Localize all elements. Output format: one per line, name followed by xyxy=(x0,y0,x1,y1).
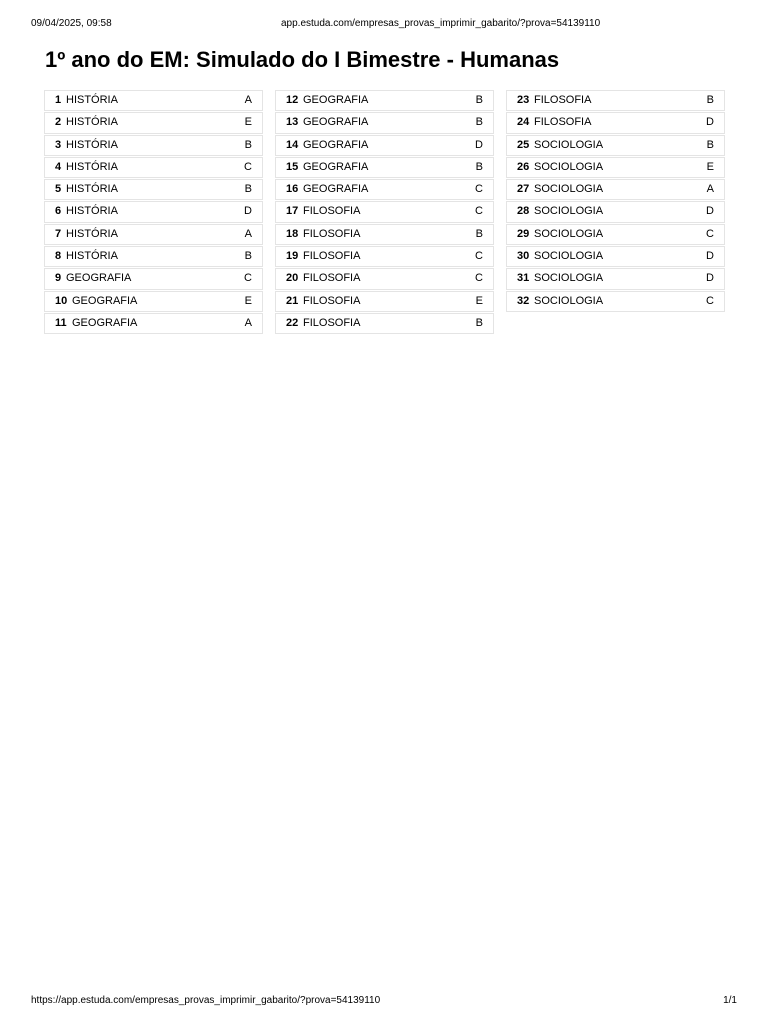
answer-row xyxy=(275,224,494,245)
question-number: 29 xyxy=(517,227,530,240)
question-number: 18 xyxy=(286,227,299,240)
answer-row xyxy=(506,157,725,178)
question-number: 21 xyxy=(286,294,299,307)
question-number: 9 xyxy=(55,272,62,285)
answer-row xyxy=(506,201,725,222)
question-number: 13 xyxy=(286,116,299,129)
question-number: 2 xyxy=(55,116,62,129)
question-subject: HISTÓRIA xyxy=(66,227,118,240)
question-subject: HISTÓRIA xyxy=(66,160,118,173)
question-number: 4 xyxy=(55,160,62,173)
answer-letter: D xyxy=(706,116,714,129)
print-footer xyxy=(31,995,737,1007)
answer-row xyxy=(275,157,494,178)
question-number: 25 xyxy=(517,138,530,151)
answer-letter: C xyxy=(475,205,483,218)
question-subject: SOCIOLOGIA xyxy=(534,205,604,218)
answer-row xyxy=(44,201,263,222)
answer-row xyxy=(506,112,725,133)
print-footer-url: https://app.estuda.com/empresas_provas_imprimir_gabarito/?prova=54139110 xyxy=(31,995,381,1006)
answer-letter: A xyxy=(706,183,714,196)
question-number: 30 xyxy=(517,250,530,263)
question-number: 10 xyxy=(55,294,68,307)
answer-row xyxy=(506,135,725,156)
answer-letter: B xyxy=(706,94,714,106)
answer-row xyxy=(44,313,263,334)
page-title: 1º ano do EM: Simulado do I Bimestre - Humanas xyxy=(45,47,560,72)
question-subject: FILOSOFIA xyxy=(303,316,361,329)
question-number: 26 xyxy=(517,160,530,173)
answer-letter: E xyxy=(244,116,252,129)
answer-letter: C xyxy=(244,272,252,285)
question-subject: SOCIOLOGIA xyxy=(534,160,604,173)
question-subject: HISTÓRIA xyxy=(66,94,118,106)
answer-letter: D xyxy=(706,250,714,263)
question-subject: FILOSOFIA xyxy=(303,250,361,263)
answer-row xyxy=(275,268,494,289)
question-subject: HISTÓRIA xyxy=(66,205,118,218)
question-subject: HISTÓRIA xyxy=(66,138,118,151)
question-subject: GEOGRAFIA xyxy=(72,294,138,307)
answer-row xyxy=(44,268,263,289)
print-header-url: app.estuda.com/empresas_provas_imprimir_gabarito/?prova=54139110 xyxy=(281,18,601,29)
answer-letter: E xyxy=(244,294,252,307)
answer-row xyxy=(275,246,494,267)
answer-letter: B xyxy=(244,138,252,151)
question-subject: HISTÓRIA xyxy=(66,183,118,196)
question-number: 16 xyxy=(286,183,299,196)
question-number: 27 xyxy=(517,183,530,196)
question-number: 1 xyxy=(55,94,62,106)
answer-row xyxy=(506,268,725,289)
answer-column-1 xyxy=(44,90,263,335)
answer-row xyxy=(506,179,725,200)
answer-row xyxy=(275,135,494,156)
question-subject: FILOSOFIA xyxy=(303,272,361,285)
question-number: 12 xyxy=(286,94,299,106)
question-number: 8 xyxy=(55,250,62,263)
question-subject: FILOSOFIA xyxy=(303,227,361,240)
answer-letter: E xyxy=(475,294,483,307)
question-number: 17 xyxy=(286,205,299,218)
answer-letter: B xyxy=(244,250,252,263)
question-number: 15 xyxy=(286,160,299,173)
answer-row xyxy=(44,90,263,111)
answer-column-3 xyxy=(506,90,725,313)
question-subject: SOCIOLOGIA xyxy=(534,294,604,307)
question-subject: GEOGRAFIA xyxy=(303,160,369,173)
question-number: 3 xyxy=(55,138,62,151)
print-datetime: 09/04/2025, 09:58 xyxy=(31,18,112,29)
question-subject: GEOGRAFIA xyxy=(66,272,132,285)
question-number: 23 xyxy=(517,94,530,106)
answer-letter: D xyxy=(244,205,252,218)
question-subject: GEOGRAFIA xyxy=(303,138,369,151)
answer-letter: B xyxy=(244,183,252,196)
answer-letter: A xyxy=(244,227,252,240)
answer-row xyxy=(506,90,725,111)
question-subject: SOCIOLOGIA xyxy=(534,138,604,151)
answer-row xyxy=(44,246,263,267)
answer-letter: A xyxy=(244,94,252,106)
answer-row xyxy=(275,201,494,222)
answer-letter: C xyxy=(475,183,483,196)
question-subject: FILOSOFIA xyxy=(534,94,592,106)
answer-row xyxy=(275,291,494,312)
question-number: 14 xyxy=(286,138,299,151)
question-subject: SOCIOLOGIA xyxy=(534,272,604,285)
answer-row xyxy=(275,112,494,133)
question-number: 32 xyxy=(517,294,530,307)
question-number: 7 xyxy=(55,227,62,240)
answer-letter: D xyxy=(475,138,483,151)
answer-letter: C xyxy=(475,250,483,263)
answer-row xyxy=(44,224,263,245)
question-subject: GEOGRAFIA xyxy=(72,316,138,329)
answer-letter: E xyxy=(706,160,714,173)
question-subject: HISTÓRIA xyxy=(66,116,118,129)
question-subject: FILOSOFIA xyxy=(534,116,592,129)
question-number: 31 xyxy=(517,272,530,285)
answer-row xyxy=(275,179,494,200)
question-subject: FILOSOFIA xyxy=(303,294,361,307)
question-subject: GEOGRAFIA xyxy=(303,116,369,129)
answer-letter: D xyxy=(706,205,714,218)
answer-row xyxy=(44,135,263,156)
answer-row xyxy=(44,112,263,133)
question-number: 6 xyxy=(55,205,62,218)
answer-row xyxy=(44,157,263,178)
page-counter: 1/1 xyxy=(723,995,737,1006)
answer-row xyxy=(275,90,494,111)
answer-column-2 xyxy=(275,90,494,335)
question-subject: FILOSOFIA xyxy=(303,205,361,218)
question-subject: SOCIOLOGIA xyxy=(534,183,604,196)
question-number: 24 xyxy=(517,116,530,129)
answer-letter: C xyxy=(706,294,714,307)
answer-letter: A xyxy=(244,316,252,329)
question-number: 28 xyxy=(517,205,530,218)
answer-row xyxy=(506,246,725,267)
answer-letter: B xyxy=(475,227,483,240)
answer-letter: C xyxy=(475,272,483,285)
answer-row xyxy=(506,291,725,312)
answer-row xyxy=(506,224,725,245)
question-number: 20 xyxy=(286,272,299,285)
question-number: 11 xyxy=(55,316,67,329)
answer-letter: B xyxy=(475,160,483,173)
answer-row xyxy=(44,179,263,200)
question-subject: HISTÓRIA xyxy=(66,250,118,263)
print-header xyxy=(31,18,737,30)
question-subject: GEOGRAFIA xyxy=(303,183,369,196)
answer-letter: D xyxy=(706,272,714,285)
question-subject: SOCIOLOGIA xyxy=(534,227,604,240)
answer-letter: B xyxy=(706,138,714,151)
question-subject: SOCIOLOGIA xyxy=(534,250,604,263)
answer-letter: C xyxy=(244,160,252,173)
answer-letter: C xyxy=(706,227,714,240)
question-number: 19 xyxy=(286,250,299,263)
question-number: 22 xyxy=(286,316,299,329)
answer-row xyxy=(44,291,263,312)
answer-row xyxy=(275,313,494,334)
answer-letter: B xyxy=(475,116,483,129)
question-subject: GEOGRAFIA xyxy=(303,94,369,106)
question-number: 5 xyxy=(55,183,62,196)
answer-letter: B xyxy=(475,316,483,329)
answer-letter: B xyxy=(475,94,483,106)
